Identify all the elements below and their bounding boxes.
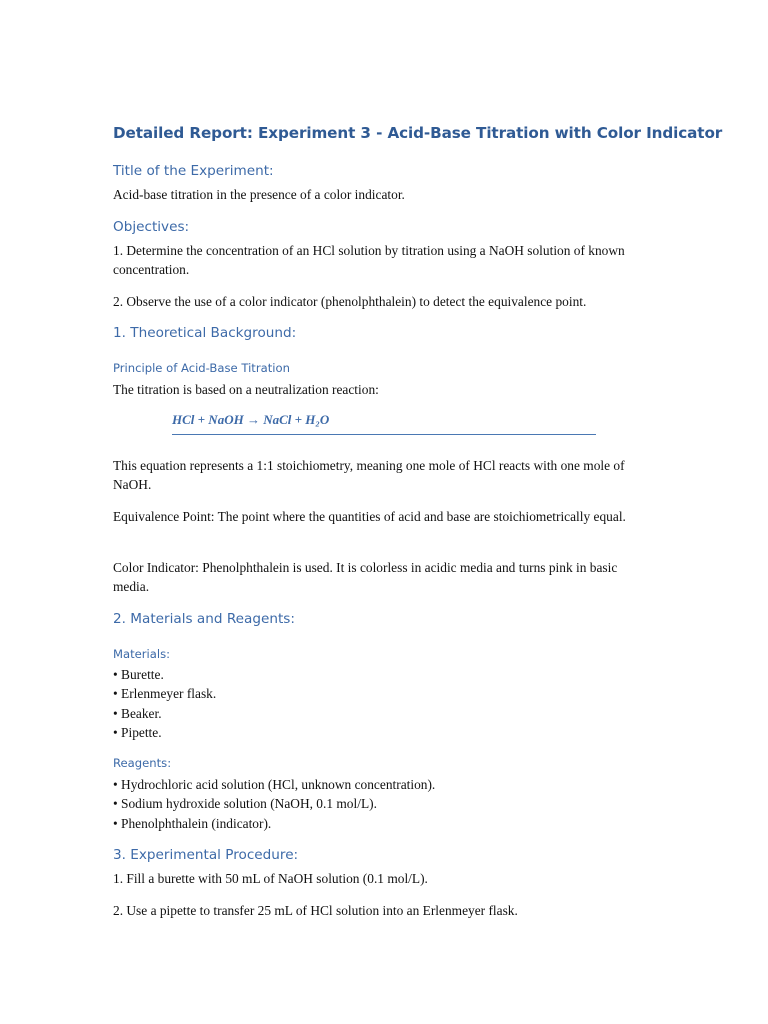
section-heading-procedure: 3. Experimental Procedure: (113, 847, 299, 863)
section-heading-title: Title of the Experiment: (113, 163, 274, 179)
materials-list (113, 665, 216, 742)
subheading-reagents: Reagents: (113, 756, 172, 770)
experiment-title-text: Acid-base titration in the presence of a color indicator. (113, 187, 405, 202)
list-item: • Beaker. (113, 705, 162, 721)
document-title: Detailed Report: Experiment 3 - Acid-Base Titration with Color Indicator (113, 124, 723, 142)
list-item: • Burette. (113, 667, 164, 682)
section-heading-theory: 1. Theoretical Background: (113, 325, 297, 341)
theory-intro: The titration is based on a neutralization reaction: (113, 382, 379, 397)
list-item: • Erlenmeyer flask. (113, 686, 217, 702)
stoichiometry-paragraph: This equation represents a 1:1 stoichiometry, meaning one mole of HCl reacts with one mole of NaOH. (113, 458, 625, 492)
objective-2: 2. Observe the use of a color indicator (phenolphthalein) to detect the equivalence point. (113, 294, 587, 309)
subheading-principle: Principle of Acid-Base Titration (113, 361, 290, 375)
subheading-materials: Materials: (113, 647, 171, 661)
objective-1: 1. Determine the concentration of an HCl solution by titration using a NaOH solution of known concentration. (113, 243, 625, 277)
reagents-list (113, 775, 435, 833)
color-indicator-paragraph: Color Indicator: Phenolphthalein is used. It is colorless in acidic media and turns pink in basic media. (113, 560, 618, 594)
list-item: • Phenolphthalein (indicator). (113, 815, 272, 831)
list-item: • Pipette. (113, 724, 162, 740)
procedure-step-1: 1. Fill a burette with 50 mL of NaOH solution (0.1 mol/L). (113, 871, 428, 886)
equivalence-point-paragraph: Equivalence Point: The point where the quantities of acid and base are stoichiometrically equal. (113, 509, 626, 524)
section-heading-materials: 2. Materials and Reagents: (113, 611, 295, 627)
neutralization-equation: HCl + NaOH → NaCl + H₂O (172, 412, 330, 427)
list-item: • Sodium hydroxide solution (NaOH, 0.1 mol/L). (113, 796, 377, 812)
section-heading-objectives: Objectives: (113, 219, 190, 235)
equation-underline (172, 434, 596, 435)
list-item: • Hydrochloric acid solution (HCl, unknown concentration). (113, 777, 436, 792)
procedure-step-2: 2. Use a pipette to transfer 25 mL of HCl solution into an Erlenmeyer flask. (113, 903, 518, 918)
